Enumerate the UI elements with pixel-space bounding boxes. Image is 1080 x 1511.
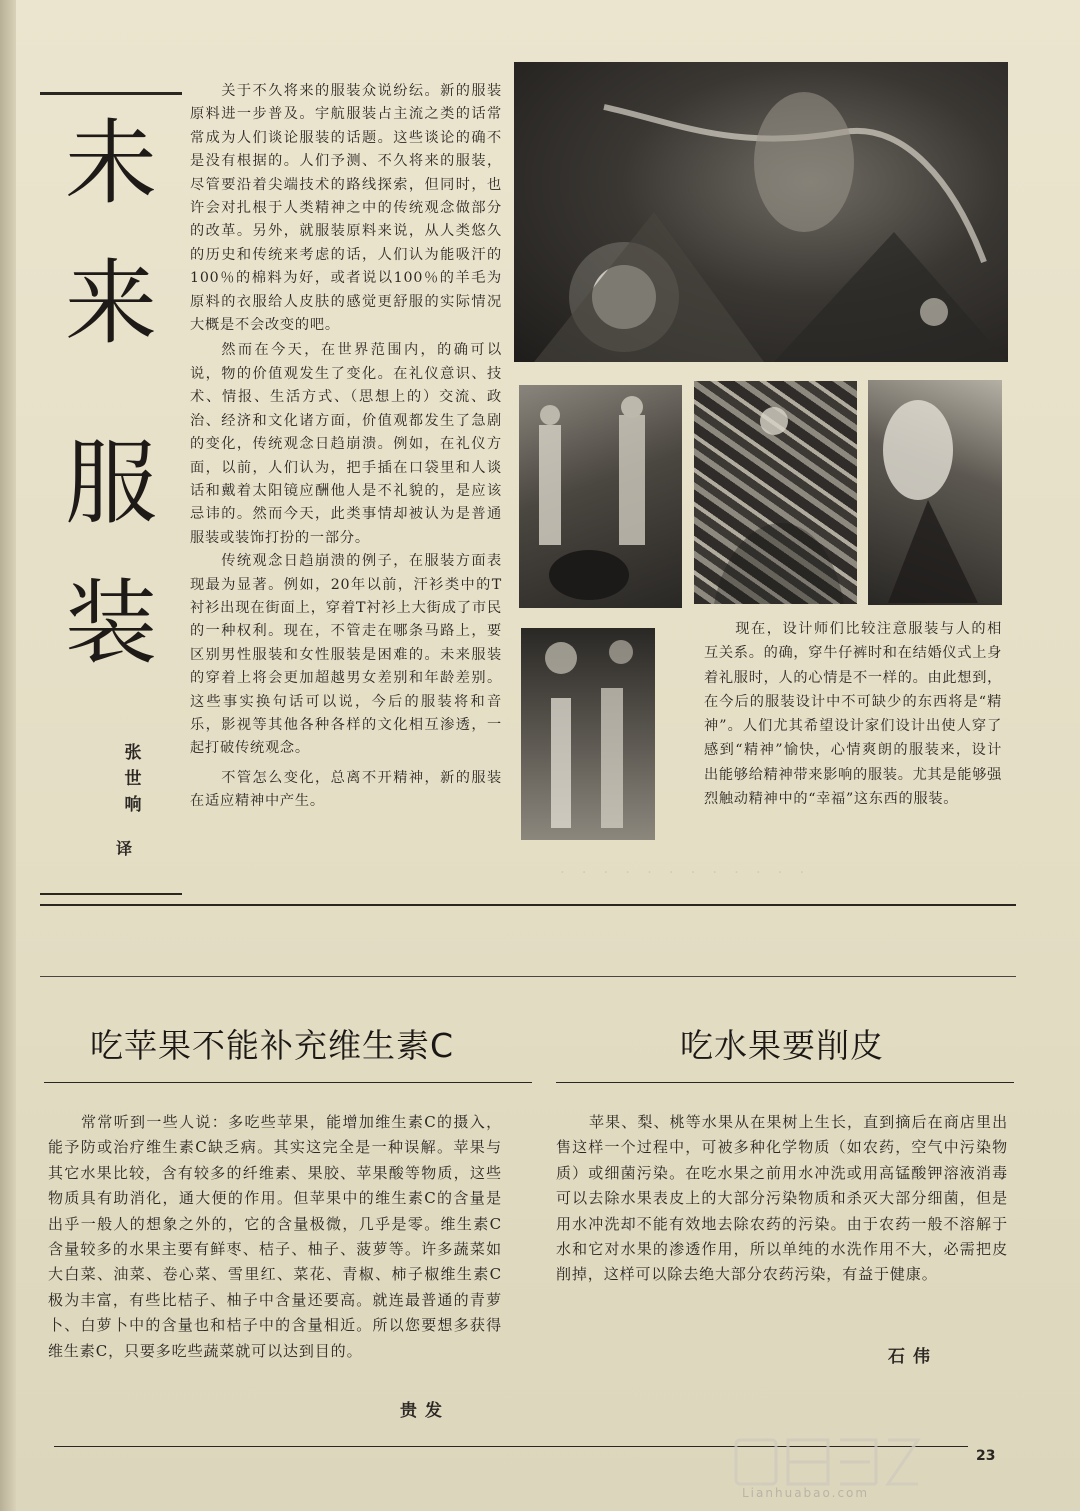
page-spine-shadow — [0, 0, 16, 1511]
article-paragraph: 关于不久将来的服装众说纷纭。新的服装原料进一步普及。宇航服装占主流之类的话常常成为人们谈论服装的话题。这些谈论的确不是没有根据的。人们予测、不久将来的服装，尽管要沿着尖端技术的路线探索，但同时，也许会对扎根于人类精神之中的传统观念做部分的改革。另外，就服装原料来说，从人类悠久的历史和传统来考虑的话，人们认为能吸汗的100％的棉料为好，或者说以100％的羊毛为原料的衣服给人皮肤的感觉更舒服的实际情况大概是不会改变的吧。 — [190, 83, 502, 334]
author-char: 响 — [124, 795, 142, 815]
apple-article-body — [48, 1110, 502, 1364]
watermark-url: Lianhuabao.com — [742, 1486, 870, 1500]
section-divider — [40, 904, 1016, 906]
peel-article-body — [556, 1110, 1008, 1288]
author-char: 张 — [124, 743, 142, 763]
article-title — [56, 110, 166, 718]
title-bottom-rule — [40, 893, 182, 895]
fashion-photo-group — [521, 628, 655, 840]
bleed-through-texture: · · · · · · · · · · · · — [560, 863, 806, 881]
apple-paragraph: 常常听到一些人说：多吃些苹果，能增加维生素C的摄入，能予防或治疗维生素C缺乏病。其实这完全是一种误解。苹果与其它水果比较，含有较多的纤维素、果胶、苹果酸等物质，这些物质具有助消化，通大便的作用。但苹果中的维生素C的含量是出乎一般人的想象之外的，它的含量极微，几乎是零。维生素C含量较多的水果主要有鲜枣、桔子、柚子、菠萝等。许多蔬菜如大白菜、油菜、卷心菜、雪里红、菜花、青椒、柿子椒维生素C极为丰富，有些比桔子、柚子中含量还要高。就连最普通的青萝卜、白萝卜中的含量也和桔子中的含量相近。所以您要想多获得维生素C，只要多吃些蔬菜就可以达到目的。 — [48, 1113, 502, 1360]
page-number: 23 — [976, 1448, 996, 1464]
title-top-rule — [40, 92, 182, 95]
section-divider-thin — [40, 976, 1016, 977]
fashion-show-photo-main — [514, 62, 1008, 362]
photo-caption — [704, 617, 1002, 811]
peel-paragraph: 苹果、梨、桃等水果从在果树上生长，直到摘后在商店里出售这样一个过程中，可被多种化学物质（如农药，空气中污染物质）或细菌污染。在吃水果之前用水冲洗或用高锰酸钾溶液消毒可以去除水果表皮上的大部分污染物质和杀灭大部分细菌，但是用水冲洗却不能有效地去除农药的污染。由于农药一般不溶解于水和它对水果的渗透作用，所以单纯的水洗作用不大，必需把皮削掉，这样可以除去绝大部分农药污染，有益于健康。 — [556, 1113, 1008, 1284]
peel-article-title: 吃水果要削皮 — [680, 1026, 884, 1065]
apple-article-author: 贵发 — [400, 1401, 450, 1421]
fashion-photo-models — [519, 385, 682, 608]
article-body — [190, 80, 502, 814]
article-paragraph: 然而在今天，在世界范围内，的确可以说，物的价值观发生了变化。在礼仪意识、技术、情报、生活方式、（思想上的）交流、政治、经济和文化诸方面，价值观都发生了急剧的变化，传统观念日趋崩溃。例如，在礼仪方面，以前，人们认为，把手插在口袋里和人谈话和戴着太阳镜应酬他人是不礼貌的，是应该忌讳的。然而今天，此类事情却被认为是普通服装或装饰打扮的一部分。 — [190, 342, 502, 546]
article-paragraph: 传统观念日趋崩溃的例子，在服装方面表现最为显著。例如，20年以前，汗衫类中的T衬衫出现在街面上，穿着T衬衫上大街成了市民的一种权利。现在，不管走在哪条马路上，要区别男性服装和女性服装是困难的。未来服装的穿着上将会更加超越男女差别和年龄差别。这些事实换句话可以说，今后的服装将和音乐，影视等其他各种各样的文化相互渗透，一起打破传统观念。 — [190, 553, 502, 757]
title-char: 未 — [64, 110, 157, 217]
title-char: 服 — [64, 430, 157, 537]
title-char: 来 — [64, 250, 157, 357]
article-author — [118, 740, 148, 818]
fashion-photo-dancer — [868, 380, 1002, 605]
apple-title-rule — [44, 1082, 532, 1083]
caption-paragraph: 现在，设计师们比较注意服装与人的相互关系。的确，穿牛仔裤时和在结婚仪式上身着礼服时，人的心情是不一样的。由此想到，在今后的服装设计中不可缺少的东西将是“精神”。人们尤其希望设计家们设计出使人穿了感到“精神”愉快，心情爽朗的服装来，设计出能够给精神带来影响的服装。尤其是能够强烈触动精神中的“幸福”这东西的服装。 — [704, 621, 1002, 808]
peel-article-author: 石伟 — [888, 1347, 938, 1367]
fashion-photo-pattern — [694, 381, 857, 604]
translator-label: 译 — [116, 839, 133, 858]
apple-article-title: 吃苹果不能补充维生素C — [90, 1026, 455, 1065]
author-char: 世 — [124, 769, 142, 789]
peel-title-rule — [556, 1082, 1014, 1083]
title-char: 装 — [64, 570, 157, 677]
article-paragraph: 不管怎么变化，总离不开精神，新的服装在适应精神中产生。 — [190, 769, 502, 810]
